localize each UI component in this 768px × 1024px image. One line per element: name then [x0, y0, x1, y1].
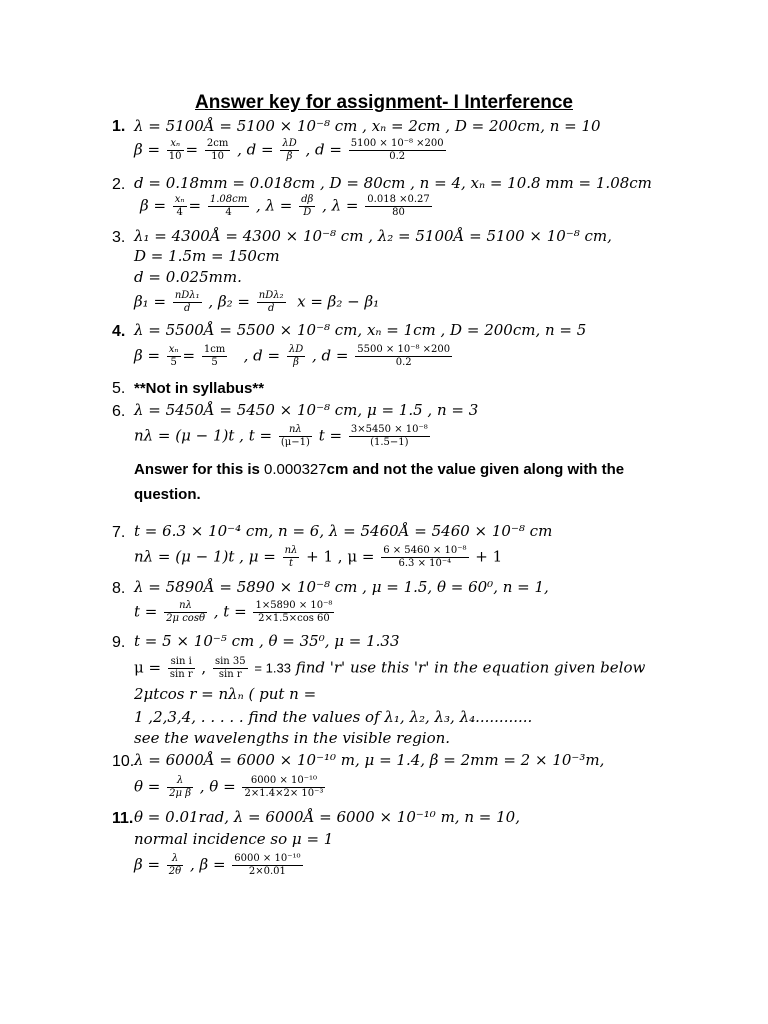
q3-frac-2: $\frac{\text{nDλ₂}}{d}$ [258, 290, 284, 314]
page-title: Answer key for assignment- I Interference [194, 92, 573, 113]
question-number-7: 7. [112, 524, 126, 541]
q8-given: λ = 5890Å = 5890 × 10⁻⁸ cm , μ = 1.5, θ = 60⁰, n = 1, [134, 578, 549, 596]
q3-given-3: d = 0.025mm. [134, 268, 242, 286]
q6-note-start: Answer for this is [134, 461, 265, 478]
q9-frac-1: $\frac{\text{sin i}}{\text{sin r}}$ [169, 656, 193, 680]
q6-note [134, 461, 624, 478]
q9-instruction: find 'r' use this 'r' in the equation given below [295, 658, 646, 677]
q1-d-label: , d = [237, 140, 274, 159]
q2-given: d = 0.18mm = 0.018cm , D = 80cm , n = 4, xₙ = 10.8 mm = 1.08cm [134, 174, 652, 192]
q1-solution: β = $\frac{\text{xₙ}}{10}$ = $\frac{2cm}{10}$ , d = $\frac{\lambda D}{\beta}$ , d = $\frac{\text{5100 × 10⁻⁸ ×200}}{0.2}$ [134, 138, 444, 162]
q2-frac-3: $\frac{d\beta}{D}$ [301, 194, 314, 218]
q9-mu-label: μ = [134, 658, 162, 677]
q10-theta-label-2: , θ = [199, 777, 236, 796]
q10-solution [134, 775, 327, 800]
q3-solution [134, 290, 379, 315]
q4-solution: β = $\frac{\text{xₙ}}{5}$ = $\frac{1cm}{5}$ , d = $\frac{\lambda D}{\beta}$ , d = $\frac{\text{5500 × 10⁻⁸ ×200}}{0.2}$ [134, 344, 451, 368]
q7-plus-one: + 1 , μ = [306, 547, 375, 566]
q2-solution: β = $\frac{\text{xₙ}}{4}$ = $\frac{1.08cm}{4}$ , λ = $\frac{d\beta}{D}$ , λ = $\frac{0.018 \times 0.27}{80}$ [140, 194, 430, 218]
q9-solution [134, 656, 645, 681]
q7-solution [134, 545, 502, 570]
q2-frac-2: $\frac{1.08cm}{4}$ [209, 194, 248, 218]
q4-frac-4: $\frac{\text{5500 × 10⁻⁸ ×200}}{0.2}$ [357, 344, 451, 368]
q2-lambda-label-2: , λ = [322, 196, 359, 215]
q3-given-2: D = 1.5m = 150cm [134, 247, 280, 265]
q7-plus-two: + 1 [475, 547, 503, 566]
question-number-1: 1. [112, 118, 126, 135]
q7-equation: nλ = (μ − 1)t , μ = [134, 547, 276, 566]
q10-frac-2: $\frac{\text{6000 × 10⁻¹⁰}}{\text{2×1.4×2× 10⁻³}}$ [244, 775, 324, 799]
q10-frac-1: $\frac{\lambda}{\text{2μ β}}$ [169, 775, 191, 799]
q4-given: λ = 5500Å = 5500 × 10⁻⁸ cm, xₙ = 1cm , D = 200cm, n = 5 [134, 321, 587, 339]
q6-equation: nλ = (μ − 1)t , t = [134, 426, 273, 445]
q10-given: λ = 6000Å = 6000 × 10⁻¹⁰ m, μ = 1.4, β = 2mm = 2 × 10⁻³m, [134, 751, 605, 769]
q11-frac-1: $\frac{\lambda}{2\theta}$ [168, 853, 182, 877]
question-number-6: 6. [112, 403, 126, 420]
question-number-10: 10. [112, 753, 135, 770]
q9-given: t = 5 × 10⁻⁵ cm , θ = 35⁰, μ = 1.33 [134, 632, 400, 650]
q4-d-label: , d = [243, 346, 281, 365]
q2-lambda-label: , λ = [255, 196, 293, 215]
q9-comma: , [201, 658, 207, 677]
q9-find-values: 1 ,2,3,4, . . . . . find the values of λ₁, λ₂, λ₃, λ₄............ [134, 708, 533, 726]
question-number-4: 4. [112, 323, 126, 340]
q6-frac-2: $\frac{\text{3×5450 × 10⁻⁸}}{(1.5-1)}$ [350, 424, 428, 448]
q8-frac-2: $\frac{\text{1×5890 × 10⁻⁸}}{2\times 1.5\times\cos 60}$ [255, 600, 333, 624]
q6-note-continued: question. [134, 486, 201, 503]
q9-frac-2: $\frac{\sin 35}{\text{sin r}}$ [214, 656, 246, 680]
q4-beta-label: β = [134, 346, 161, 365]
q2-frac-4: $\frac{0.018 \times 0.27}{80}$ [367, 194, 430, 218]
q1-d-label-2: , d = [305, 140, 342, 159]
q3-beta1-label: β₁ = [134, 292, 167, 311]
question-number-3: 3. [112, 229, 126, 246]
q9-visible-region: see the wavelengths in the visible region. [134, 729, 451, 747]
q11-beta-label: β = [134, 855, 161, 874]
q6-t-label: t = [318, 426, 343, 445]
q1-beta-label: β = [134, 140, 161, 159]
q6-note-value: 0.000327 [264, 461, 327, 478]
q6-given: λ = 5450Å = 5450 × 10⁻⁸ cm, μ = 1.5 , n = 3 [134, 401, 479, 419]
q2-beta-label: β = [140, 196, 167, 215]
question-number-8: 8. [112, 580, 126, 597]
q11-solution [134, 853, 305, 878]
question-number-9: 9. [112, 634, 126, 651]
q6-note-end: cm and not the value given along with the [326, 461, 625, 478]
q3-beta2-label: , β₂ = [208, 292, 250, 311]
question-number-2: 2. [112, 176, 126, 193]
q11-beta-label-2: , β = [189, 855, 226, 874]
q3-frac-1: $\frac{\text{nDλ₁}}{d}$ [174, 290, 200, 314]
q5-text: **Not in syllabus** [134, 380, 265, 397]
q8-t-label-2: , t = [213, 602, 247, 621]
q3-x-equation: x = β₂ − β₁ [297, 292, 380, 311]
q11-frac-2: $\frac{\text{6000 × 10⁻¹⁰}}{2\times 0.01}$ [234, 853, 301, 877]
q7-given: t = 6.3 × 10⁻⁴ cm, n = 6, λ = 5460Å = 5460 × 10⁻⁸ cm [134, 522, 553, 540]
q2-frac-1: $\frac{\text{xₙ}}{4}$ [174, 194, 185, 218]
q10-theta-label: θ = [134, 777, 161, 796]
q4-d-label-2: , d = [312, 346, 349, 365]
q1-frac-4: $\frac{\text{5100 × 10⁻⁸ ×200}}{0.2}$ [350, 138, 444, 162]
q6-solution [134, 424, 432, 449]
question-number-11: 11. [112, 810, 134, 827]
q1-given: λ = 5100Å = 5100 × 10⁻⁸ cm , xₙ = 2cm , D = 200cm, n = 10 [134, 117, 601, 135]
q1-frac-3: $\frac{\lambda D}{\beta}$ [282, 138, 297, 162]
q3-given-1: λ₁ = 4300Å = 4300 × 10⁻⁸ cm , λ₂ = 5100Å = 5100 × 10⁻⁸ cm, [134, 227, 612, 245]
q4-frac-3: $\frac{\lambda D}{\beta}$ [288, 344, 304, 368]
q8-t-label: t = [134, 602, 158, 621]
q8-solution [134, 600, 336, 625]
q6-frac-1: $\frac{n\lambda}{(\mu-1)}$ [280, 424, 310, 448]
q7-frac-2: $\frac{\text{6 × 5460 × 10⁻⁸}}{\text{6.3 × 10⁻⁴}}$ [383, 545, 467, 569]
q7-frac-1: $\frac{n\lambda}{t}$ [284, 545, 298, 569]
q11-incidence: normal incidence so μ = 1 [134, 830, 334, 848]
q8-frac-1: $\frac{n\lambda}{\text{2μ cosθ}}$ [166, 600, 205, 624]
q4-frac-1: $\frac{\text{xₙ}}{5}$ [168, 344, 179, 368]
q11-given: θ = 0.01rad, λ = 6000Å = 6000 × 10⁻¹⁰ m, n = 10, [134, 808, 520, 826]
q1-frac-2: $\frac{2cm}{10}$ [206, 138, 229, 162]
q4-frac-2: $\frac{1cm}{5}$ [203, 344, 226, 368]
question-number-5: 5. [112, 380, 126, 397]
q9-equation: 2μtcos r = nλₙ ( put n = [134, 685, 317, 703]
q1-frac-1: $\frac{\text{xₙ}}{10}$ [168, 138, 182, 162]
q9-value: = 1.33 [254, 660, 291, 676]
